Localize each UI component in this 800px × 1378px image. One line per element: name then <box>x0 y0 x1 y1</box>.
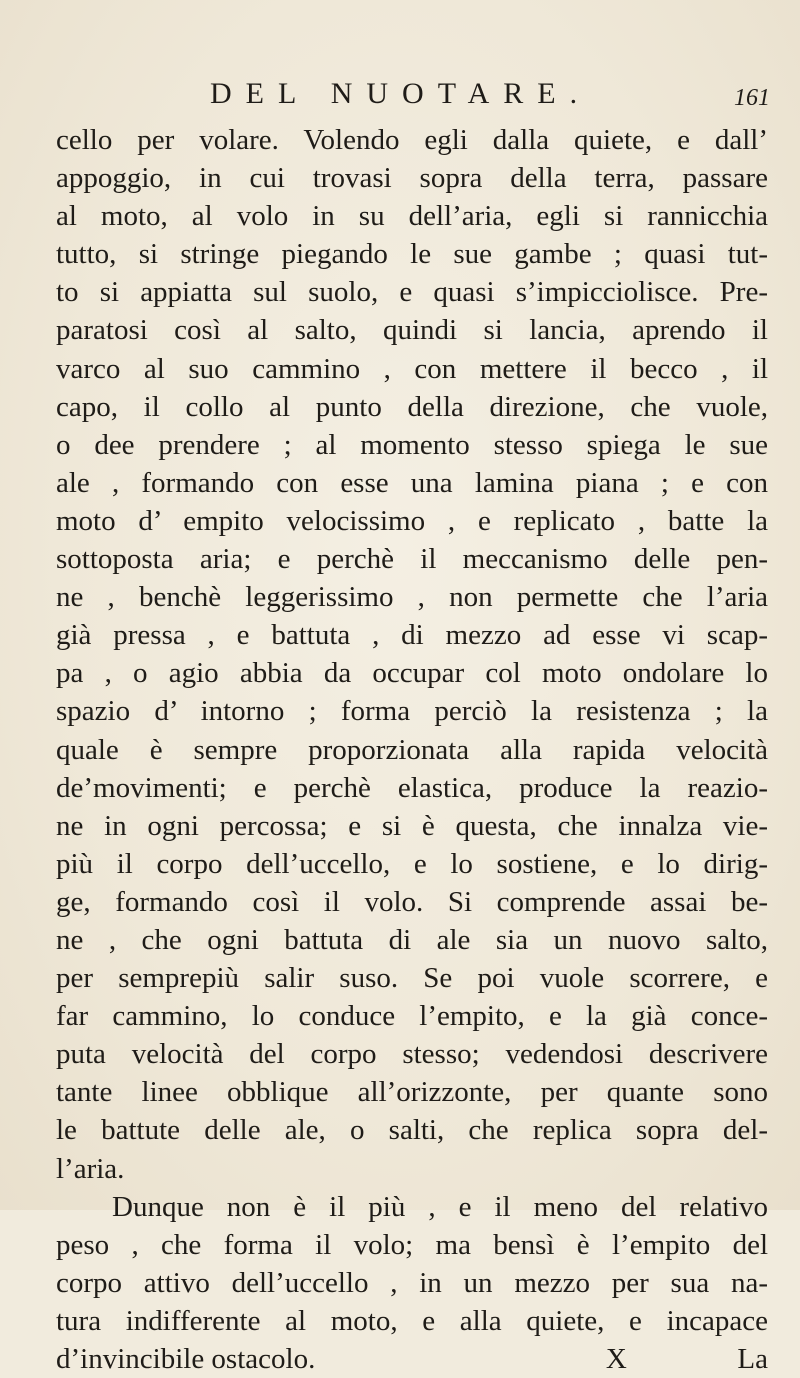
signature-mark: X <box>605 1343 627 1375</box>
final-line <box>56 1340 768 1378</box>
text-line: o dee prendere ; al momento stesso spiega le sue <box>56 428 768 461</box>
running-head: DEL NUOTARE. <box>210 77 592 110</box>
text-line: appoggio, in cui trovasi sopra della terra, passare <box>56 162 768 195</box>
text-line: corpo attivo dell’uccello , in un mezzo per sua na- <box>56 1266 768 1299</box>
text-line: ge, formando così il volo. Si comprende assai be- <box>56 885 768 918</box>
text-line: ale , formando con esse una lamina piana ; e con <box>56 466 768 499</box>
text-line: tutto, si stringe piegando le sue gambe ; quasi tut- <box>56 238 768 271</box>
text-line: ne , benchè leggerissimo , non permette che l’aria <box>56 581 768 614</box>
text-line: cello per volare. Volendo egli dalla quiete, e dall’ <box>56 124 768 156</box>
text-line: sottoposta aria; e perchè il meccanismo delle pen- <box>56 543 768 576</box>
body-text <box>56 121 768 1378</box>
text-line: quale è sempre proporzionata alla rapida velocità <box>56 733 768 766</box>
text-line: far cammino, lo conduce l’empito, e la già conce- <box>56 1000 768 1033</box>
text-line: le battute delle ale, o salti, che replica sopra del- <box>56 1114 768 1147</box>
text-line: to si appiatta sul suolo, e quasi s’impicciolisce. Pre- <box>56 276 768 309</box>
page-number: 161 <box>734 85 770 111</box>
text-line: per semprepiù salir suso. Se poi vuole scorrere, e <box>56 962 768 995</box>
text-line: moto d’ empito velocissimo , e replicato , batte la <box>56 504 768 537</box>
text-line: paratosi così al salto, quindi si lancia, aprendo il <box>56 314 768 347</box>
final-text: d’invincibile ostacolo. <box>56 1343 316 1375</box>
text-line: ne , che ogni battuta di ale sia un nuovo salto, <box>56 923 768 956</box>
text-line: ne in ogni percossa; e si è questa, che innalza vie- <box>56 809 768 842</box>
text-line: tante linee obblique all’orizzonte, per quante sono <box>56 1076 768 1109</box>
text-line: puta velocità del corpo stesso; vedendosi descrivere <box>56 1038 768 1071</box>
paragraph-end-line: l’aria. <box>56 1152 125 1185</box>
text-line: tura indifferente al moto, e alla quiete, e incapace <box>56 1304 768 1337</box>
text-line: pa , o agio abbia da occupar col moto ondolare lo <box>56 657 768 690</box>
catchword: La <box>737 1343 768 1375</box>
text-line: varco al suo cammino , con mettere il becco , il <box>56 352 768 385</box>
text-line: al moto, al volo in su dell’aria, egli si rannicchia <box>56 200 768 233</box>
text-line: già pressa , e battuta , di mezzo ad esse vi scap- <box>56 619 768 652</box>
text-line: peso , che forma il volo; ma bensì è l’empito del <box>56 1228 768 1261</box>
text-line: più il corpo dell’uccello, e lo sostiene, e lo dirig- <box>56 847 768 880</box>
text-line: de’movimenti; e perchè elastica, produce la reazio- <box>56 771 768 804</box>
page-header <box>0 74 800 118</box>
text-line: Dunque non è il più , e il meno del relativo <box>112 1190 768 1223</box>
text-line: capo, il collo al punto della direzione, che vuole, <box>56 390 768 423</box>
text-line: spazio d’ intorno ; forma perciò la resistenza ; la <box>56 695 768 728</box>
